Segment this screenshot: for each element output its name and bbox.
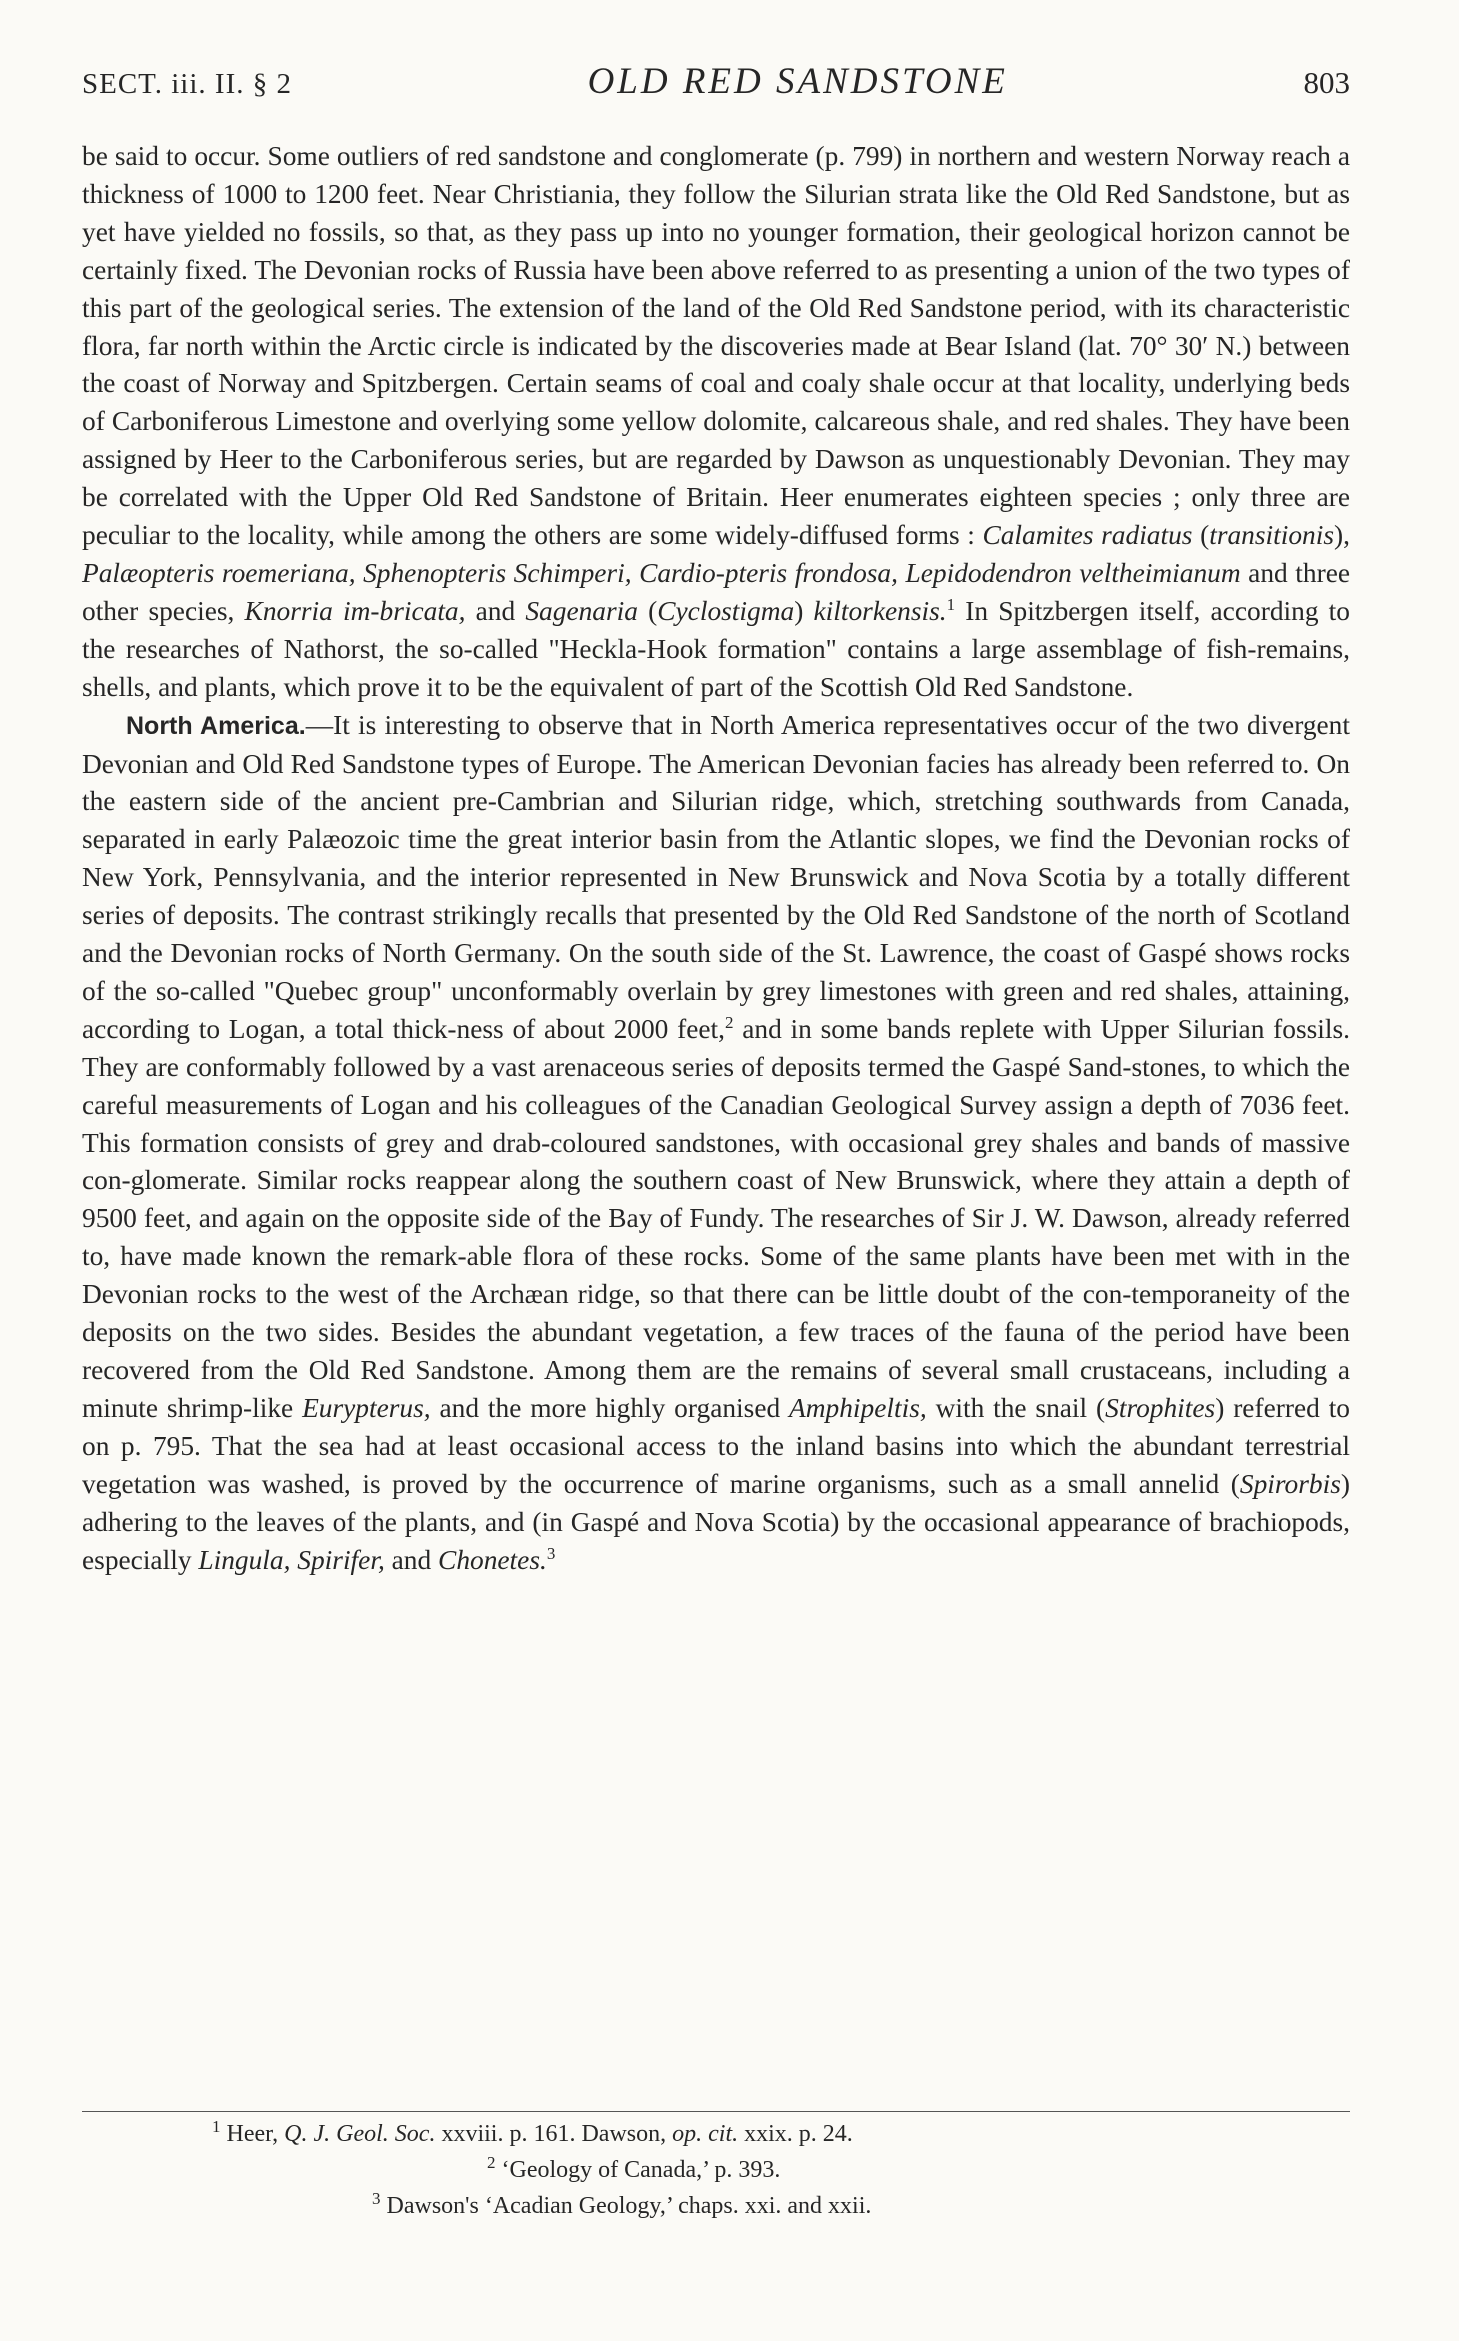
- footnote-divider: [82, 2111, 1350, 2112]
- paragraph-norway-arctic: be said to occur. Some outliers of red sandstone and conglomerate (p. 799) in northern and western Norway reach a thickness of 1000 to 1200 feet. Near Christiania, they follow the Silurian strata like the Old Red Sandstone, but as yet have yielded no fossils, so that, as they pass up into no younger formation, their geological horizon cannot be certainly fixed. The Devonian rocks of Russia have been above referred to as presenting a union of the two types of this part of the geological series. The extension of the land of the Old Red Sandstone period, with its characteristic flora, far north within the Arctic circle is indicated by the discoveries made at Bear Island (lat. 70° 30′ N.) between the coast of Norway and Spitzbergen. Certain seams of coal and coaly shale occur at that locality, underlying beds of Carboniferous Limestone and overlying some yellow dolomite, calcareous shale, and red shales. They have been assigned by Heer to the Carboniferous series, but are regarded by Dawson as unquestionably Devonian. They may be correlated with the Upper Old Red Sandstone of Britain. Heer enumerates eighteen species ; only three are peculiar to the locality, while among the others are some widely-diffused forms : Calamites radiatus (transitionis), Palæopteris roemeriana, Sphenopteris Schimperi, Cardio-pteris frondosa, Lepidodendron veltheimianum and three other species, Knorria im-bricata, and Sagenaria (Cyclostigma) kiltorkensis.$^1$ In Spitzbergen itself, according to the researches of Nathorst, the so-called "Heckla-Hook formation" contains a large assemblage of fish-remains, shells, and plants, which prove it to be the equivalent of part of the Scottish Old Red Sandstone.: [82, 141, 1351, 702]
- body-text: [82, 138, 1350, 1579]
- footnote-1: $^1$ Heer, Q. J. Geol. Soc. xxviii. p. 161. Dawson, op. cit. xxix. p. 24.: [212, 2117, 853, 2147]
- paragraph-north-america: North America.—It is interesting to observe that in North America representatives occur of the two divergent Devonian and Old Red Sandstone types of Europe. The American Devonian facies has already been referred to. On the eastern side of the ancient pre-Cambrian and Silurian ridge, which, stretching southwards from Canada, separated in early Palæozoic time the great interior basin from the Atlantic slopes, we find the Devonian rocks of New York, Pennsylvania, and the interior represented in New Brunswick and Nova Scotia by a totally different series of deposits. The contrast strikingly recalls that presented by the Old Red Sandstone of the north of Scotland and the Devonian rocks of North Germany. On the south side of the St. Lawrence, the coast of Gaspé shows rocks of the so-called "Quebec group" unconformably overlain by grey limestones with green and red shales, attaining, according to Logan, a total thick-ness of about 2000 feet,$^2$ and in some bands replete with Upper Silurian fossils. They are conformably followed by a vast arenaceous series of deposits termed the Gaspé Sand-stones, to which the careful measurements of Logan and his colleagues of the Canadian Geological Survey assign a depth of 7036 feet. This formation consists of grey and drab-coloured sandstones, with occasional grey shales and bands of massive con-glomerate. Similar rocks reappear along the southern coast of New Brunswick, where they attain a depth of 9500 feet, and again on the opposite side of the Bay of Fundy. The researches of Sir J. W. Dawson, already referred to, have made known the remark-able flora of these rocks. Some of the same plants have been met with in the Devonian rocks to the west of the Archæan ridge, so that there can be little doubt of the con-temporaneity of the deposits on the two sides. Besides the abundant vegetation, a few traces of the fauna of the period have been recovered from the Old Red Sandstone. Among them are the remains of several small crustaceans, including a minute shrimp-like Eurypterus, and the more highly organised Amphipeltis, with the snail (Strophites) referred to on p. 795. That the sea had at least occasional access to the inland basins into which the abundant terrestrial vegetation was washed, is proved by the occurrence of marine organisms, such as a small annelid (Spirorbis) adhering to the leaves of the plants, and (in Gaspé and Nova Scotia) by the occasional appearance of brachiopods, especially Lingula, Spirifer, and Chonetes.$^3$: [82, 709, 1350, 1575]
- running-title: OLD RED SANDSTONE: [587, 61, 1008, 102]
- footnote-ref-3: 3: [546, 1543, 556, 1563]
- footnote-3: $^3$ Dawson's ‘Acadian Geology,’ chaps. xxi. and xxii.: [372, 2189, 872, 2219]
- section-reference: SECT. iii. II. § 2: [82, 68, 292, 100]
- footnotes: [82, 2116, 1350, 2224]
- running-header: [82, 60, 1350, 106]
- footnote-ref-2: 2: [725, 1012, 734, 1032]
- section-heading: North America.: [126, 711, 306, 740]
- footnote-ref-1: 1: [946, 594, 956, 614]
- footnote-2: $^2$ ‘Geology of Canada,’ p. 393.: [487, 2153, 781, 2183]
- page-number: 803: [1303, 65, 1350, 100]
